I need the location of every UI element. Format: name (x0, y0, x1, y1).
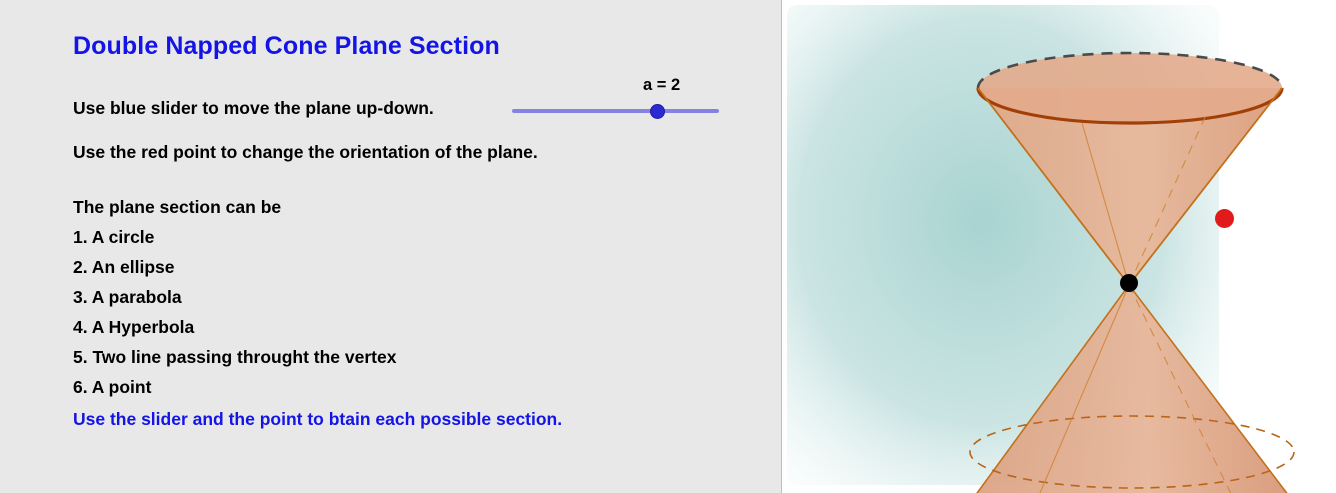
slider-thumb[interactable] (650, 104, 665, 119)
graphics-view[interactable] (782, 0, 1335, 493)
page-title: Double Napped Cone Plane Section (73, 32, 500, 60)
orientation-control-point[interactable] (1215, 209, 1234, 228)
slider-a[interactable] (512, 76, 722, 121)
list-item: 2. An ellipse (73, 257, 175, 277)
slider-value-label: a = 2 (643, 76, 681, 94)
list-item: 1. A circle (73, 227, 155, 247)
list-item: 3. A parabola (73, 287, 182, 307)
vertex-point (1120, 274, 1138, 292)
instruction-slider-text: Use blue slider to move the plane up-down. (73, 98, 434, 118)
list-item: 4. A Hyperbola (73, 317, 195, 337)
list-intro-text: The plane section can be (73, 197, 282, 217)
cone-plane-3d-figure (782, 0, 1335, 493)
list-item: 6. A point (73, 377, 152, 397)
instruction-point-text: Use the red point to change the orientation of the plane. (73, 142, 538, 162)
footer-hint-text: Use the slider and the point to btain each possible section. (73, 409, 563, 429)
slider-track[interactable] (512, 109, 719, 113)
list-item: 5. Two line passing throught the vertex (73, 347, 397, 367)
